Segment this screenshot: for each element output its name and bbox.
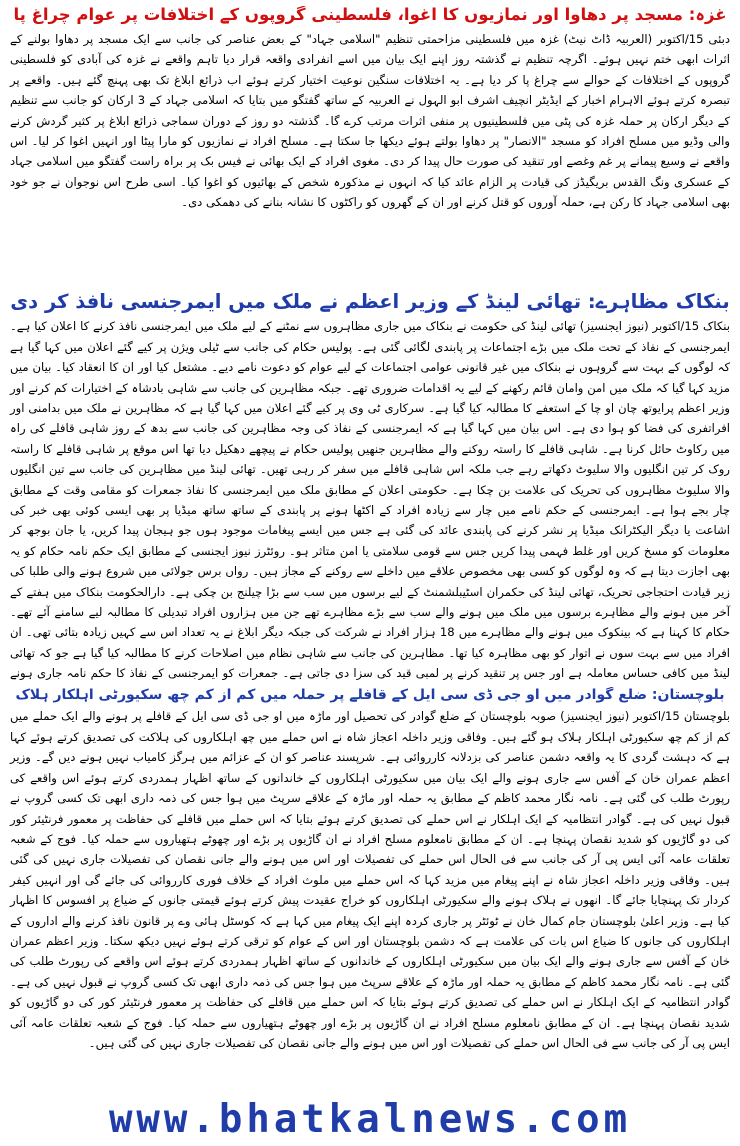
article-body: دبئی 15/اکتوبر (العربیہ ڈاٹ نیٹ) غزہ میں فلسطینی مزاحمتی تنظیم "اسلامی جہاد" کے بعض عناصر کی جانب سے ایک مسجد پر دھاوا بولنے کے اثرات ابھی ختم نہیں ہوئے۔ اگرچہ تنظیم نے گذشتہ روز اپنے ایک بیان میں اسے انفرادی واقعہ قرار دیا تاہم واقعے نے غزہ کی آبادی کو فلسطینی گروپوں کے اختلافات کے حوالے سے چراغ پا کر دیا ہے۔ یہ اختلافات سنگین نوعیت اختیار کرتے ہوئے اب ذرائع ابلاغ تک بھی پہنچ گئے ہیں۔ واقعے پر تبصرہ کرتے ہوئے الاہرام اخبار کے ایڈیٹر انچیف اشرف ابو الہول نے العربیہ کے ساتھ گفتگو میں بتایا کہ اسلامی جہاد کے 3 ارکان کو جانب سے تنظیم کے دیگر ارکان پر حملہ غزہ کی پٹی میں فلسطینیوں پر منفی اثرات مرتب کرے گا۔ گذشتہ دو روز کے دوران سماجی ذرائع ابلاغ پر کثیر گردش کرنے والی وڈیو میں مسلح افراد کو مسجد "الانصار" پر دھاوا بولتے ہوئے دیکھا جا سکتا ہے۔ مسلح افراد نے نمازیوں کو مارا پیٹا اور انہیں اغوا کر لیا۔ اس واقعے نے وسیع پیمانے پر غم وغصے اور تنقید کی صورت حال پیدا کر دی۔ مغوی افراد کے ایک بھائی نے فیس بک پر براہ راست گفتگو میں اسلامی جہاد کے عسکری ونگ القدس بریگیڈز کی قیادت پر الزام عائد کیا کہ انہوں نے مذکورہ شخص کے بھائیوں کو اغوا کیا۔ اسی طرح اس نوجوان نے جو خود بھی اسلامی جہاد کا رکن ہے، حملہ آوروں کو قتل کرنے اور ان کے گھروں کو راکٹوں کا نشانہ بنانے کی دھمکی دی۔ (10, 31, 730, 210)
article-headline: بلوچستان: ضلع گوادر میں او جی ڈی سی ایل کے قافلے پر حملہ میں کم از کم چھ سکیورٹی اہلکار ہلاک (15, 687, 725, 704)
article-body: بنکاک 15/اکتوبر (نیوز ایجنسیز) تھائی لینڈ کی حکومت نے بنکاک میں جاری مظاہروں سے نمٹنے کے لیے ملک میں ایمرجنسی نافذ کرنے کا اعلان کیا ہے۔ ایمرجنسی کے نفاذ کے تحت ملک میں بڑے اجتماعات پر پابندی لگائی گئی ہے۔ پولیس حکام کی جانب سے ٹیلی ویژن پر کیے گئے اعلان میں کہا گیا ہے کہ لوگوں کے بہت سے گروہوں نے بنکاک میں غیر قانونی عوامی اجتماعات کے لیے عوام کو دعوت نامے دیے۔ مشتعل کیا اور ان کا انعقاد کیا۔ بیان میں مزید کہا گیا کہ ملک میں امن وامان قائم رکھنے کے لیے یہ اقدامات ضروری تھے۔ جبکہ مظاہرین کی جانب سے شاہی بادشاہ کے اختیارات کم کرنے اور وزیر اعظم پرایوتھ چان او چا کے استعفے کا مطالبہ کیا گیا ہے۔ سرکاری ٹی وی پر کیے گئے اعلان میں کہا گیا ہے کہ مظاہرین نے ملک میں بدامنی اور افراتفری کی فضا کو ہوا دی ہے۔ اس بیان میں کہا گیا ہے کہ ایمرجنسی کے نفاذ کی وجہ مظاہرین کی جانب سے بدھ کے روز شاہی قافلے کی راہ میں رکاوٹ حائل کرنا ہے۔ شاہی قافلے کا راستہ روکنے والے مظاہرین جنھیں پولیس حکام نے پیچھے دھکیل دیا تھا اس موقع پر شاہی قافلے کا راستہ روک کر تین انگلیوں والا سلیوٹ دکھاتے رہے جب ملکہ اس شاہی قافلے میں سفر کر رہی تھیں۔ تھائی لینڈ میں مظاہرین کی جانب سے تین انگلیوں والا سلیوٹ مظاہروں کی تحریک کی علامت بن چکا ہے۔ حکومتی اعلان کے مطابق ملک میں ایمرجنسی کا نفاذ جمعرات کو مقامی وقت کے مطابق چار بجے ہوا ہے۔ ایمرجنسی کے حکم نامے میں چار سے زیادہ افراد کے اکٹھا ہونے پر پابندی کے ساتھ ساتھ میڈیا پر بھی ایسی کوئی بھی خبر کی اشاعت یا دیگر الیکٹرانک میڈیا پر نشر کرنے کی پابندی عائد کی گئی ہے جس میں ایسے پیغامات موجود ہوں جو ہیجان پیدا کریں، یا جان بوجھ کر معلومات کو مسخ کریں اور غلط فہمی پیدا کریں جس سے قومی سلامتی یا امن متاثر ہو۔ روئٹرز نیوز ایجنسی کے مطابق ایک حکم نامہ حکام کو یہ بھی اجازت دیتا ہے کہ وہ لوگوں کو کسی بھی مخصوص علاقے میں داخلے سے روکنے کے مجاز ہیں۔ رواں برس جولائی میں شروع ہونے والی طلبا کی زیر قیادت احتجاجی تحریک، تھائی لینڈ کی حکمران اسٹیبلشمنٹ کے لیے برسوں میں سب سے بڑا چیلنج بن چکی ہے۔ دارالحکومت بنکاک میں ہفتے کے آخر میں ہونے والے مظاہرے برسوں میں ملک میں ہونے والے سب سے بڑے مظاہرے تھے جن میں ہزاروں افراد تبدیلی کا مطالبہ لیے سامنے آئے تھے۔ حکام کا کہنا ہے کہ بینکوک میں ہونے والے مظاہرے میں 18 ہزار افراد نے شرکت کی جبکہ دیگر ابلاغ نے یہ تعداد اس سے کہیں زیادہ بتائی تھی۔ ان افراد میں سے بہت سوں نے اتوار کو بھی مظاہرہ کیا تھا۔ مظاہرین کی جانب سے شاہی نظام میں اصلاحات کرنے کا مطالبہ کیا گیا ہے جو کہ تھائی لینڈ میں کافی حساس معاملہ ہے اور جس پر تنقید کرنے پر لمبی قید کی سزا دی جاتی ہے۔ جمعرات کو ایمرجنسی کے نفاذ کا حکم نامہ جاری ہونے (10, 319, 731, 681)
article-body: بلوچستان 15/اکتوبر (نیوز ایجنسیز) صوبہ بلوچستان کے ضلع گوادر کی تحصیل اور ماڑہ میں او جی ڈی سی ایل کے قافلے پر ہونے والے ایک حملے میں کم از کم چھ سکیورٹی اہلکار ہلاک ہو گئے ہیں۔ وفاقی وزیر داخلہ اعجاز شاہ نے اس حملے میں چھ اہلکاروں کی ہلاکت کی تصدیق کرتے ہوئے کہا ہے کہ دہشت گردی کا یہ واقعہ دشمن عناصر کی بزدلانہ کارروائی ہے۔ شرپسند عناصر کو ان کے عزائم میں ہرگز کامیاب نہیں ہونے دیں گے۔ وزیر اعظم عمران خان کے آفس سے جاری ہونے والے ایک بیان میں سکیورٹی اہلکاروں کے خاندانوں کے ساتھ اظہار ہمدردی کرتے ہوئے اس واقعے کی رپورٹ طلب کی گئی ہے۔ نامہ نگار محمد کاظم کے مطابق یہ حملہ اور ماڑہ کے علاقے سرپٹ میں ہوا جس کی ذمہ داری ابھی تک کسی گروپ نے قبول نہیں کی ہے۔ گوادر انتظامیہ کے ایک اہلکار نے اس حملے کی تصدیق کرتے ہوئے بتایا کہ اس حملے میں قافلے کی حفاظت پر معمور فرنٹیئر کور کی دو گاڑیوں کو شدید نقصان پہنچا ہے۔ ان کے مطابق نامعلوم مسلح افراد نے ان گاڑیوں پر بڑے اور چھوٹے ہتھیاروں سے حملہ کیا۔ فوج کے شعبہ تعلقات عامہ آئی ایس پی آر کی جانب سے فی الحال اس حملے کی تفصیلات اور اس میں ہونے والے جانی نقصان کی تفصیلات جاری نہیں کی گئی ہیں۔ وفاقی وزیر داخلہ اعجاز شاہ نے اپنے پیغام میں مزید کہا کہ اس حملے میں ملوث افراد کے خلاف فوری کارروائی کی جائے گی اور انہیں کیفر کردار تک پہنچایا جائے گا۔ انھوں نے ہلاک ہونے والے سکیورٹی اہلکاروں کو خراج عقیدت پیش کرتے ہوئے قیمتی جانوں کے ضیاع پر افسوس کا اظہار کیا ہے۔ وزیر اعلیٰ بلوچستان جام کمال خان نے ٹوئٹر پر جاری کردہ اپنے ایک پیغام میں کہا ہے کہ کوسٹل ہائی وے پر قانون نافذ کرنے والے اداروں کے اہلکاروں کی جانوں کا ضیاع اس بات کی علامت ہے کہ دشمن بلوچستان اور اس کے عوام کو ترقی کرتے ہوئے نہیں دیکھ سکتا۔ وزیر اعظم عمران خان کے آفس سے جاری ہونے والے ایک بیان میں سکیورٹی اہلکاروں کے خاندانوں کے ساتھ اظہار ہمدردی کرتے ہوئے اس واقعے کی رپورٹ طلب کی گئی ہے۔ نامہ نگار محمد کاظم کے مطابق یہ حملہ اور ماڑہ کے علاقے سرپٹ میں ہوا جس کی ذمہ داری ابھی تک کسی گروپ نے قبول نہیں کی ہے۔ گوادر انتظامیہ کے ایک اہلکار نے اس حملے کی تصدیق کرتے ہوئے بتایا کہ اس حملے میں قافلے کی حفاظت پر معمور فرنٹیئر کور کی دو گاڑیوں کو شدید نقصان پہنچا ہے۔ ان کے مطابق نامعلوم مسلح افراد نے ان گاڑیوں پر بڑے اور چھوٹے ہتھیاروں سے حملہ کیا۔ فوج کے شعبہ تعلقات عامہ آئی ایس پی آر کی جانب سے فی الحال اس حملے کی تفصیلات اور اس میں ہونے والے جانی نقصان کی تفصیلات جاری نہیں کی گئی ہیں۔ (10, 709, 730, 1050)
article-bangkok (8, 291, 732, 683)
article-headline: غزہ: مسجد پر دھاوا اور نمازیوں کا اغوا، فلسطینی گروپوں کے اختلافات پر عوام چراغ پا (13, 6, 727, 24)
article-balochistan (8, 687, 732, 1097)
article-headline: بنکاک مظاہرے: تھائی لینڈ کے وزیر اعظم نے ملک میں ایمرجنسی نافذ کر دی (10, 290, 730, 313)
article-gaza (8, 6, 732, 287)
site-footer-url[interactable]: www.bhatkalnews.com (108, 1097, 632, 1142)
